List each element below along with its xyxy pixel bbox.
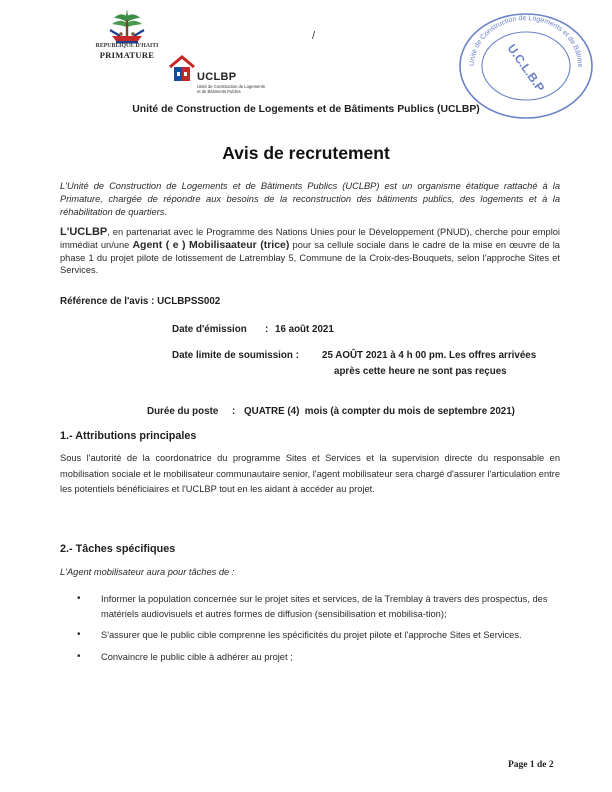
deadline-value-2: après cette heure ne sont pas reçues [334, 366, 507, 377]
section-2-title: 2.- Tâches spécifiques [60, 543, 176, 555]
bullet-dot-icon: • [77, 593, 81, 604]
partner-role: Agent ( e ) Mobilisaateur (trice) [132, 238, 290, 251]
pen-mark: / [312, 30, 316, 42]
tasks-list [77, 592, 561, 671]
list-item [77, 628, 561, 643]
emission-label: Date d'émission [172, 324, 247, 335]
duration-value: QUATRE (4) mois (à compter du mois de septembre 2021) [244, 406, 515, 417]
uclbp-house-logo-icon [168, 54, 196, 84]
bullet-dot-icon: • [77, 629, 81, 640]
partner-paragraph [60, 226, 560, 277]
uclbp-logo-name: UCLBP [197, 71, 237, 83]
haiti-coat-of-arms-icon [104, 6, 150, 46]
emission-value: 16 août 2021 [275, 324, 334, 335]
stamp-ring-text: Unité de Construction de Logements et de Bâtime [468, 14, 584, 68]
task-text: S'assurer que le public cible comprenne les spécificités du projet pilote et l'approche Sites et Services. [101, 630, 522, 640]
reference-line: Référence de l'avis : UCLBPSS002 [60, 296, 221, 307]
page-number: Page 1 de 2 [508, 760, 554, 770]
deadline-label: Date limite de soumission : [172, 350, 299, 361]
logo-sub-line-1: Unité de Construction de Logements [197, 84, 265, 89]
bullet-dot-icon: • [77, 650, 81, 662]
section-1-body: Sous l'autorité de la coordonatrice du programme Sites et Services et la supervision directe du responsable en mobilisation sociale et le mobilisateur communautaire senior, l'agent mobilisateur sera chargé d'assurer l'articulation entre les potentiels bénéficiaires et l'UCLBP tout en les aidant à accéder au projet. [60, 453, 560, 494]
duration-sep: : [232, 406, 236, 417]
emission-sep: : [265, 324, 269, 335]
republic-label: REPUBLIQUE D'HAITI [95, 43, 159, 49]
task-text: Convaincre le public cible à adhérer au projet ; [101, 651, 293, 662]
partner-text-2: pour sa cellule sociale dans le cadre de la mise en œuvre de la phase 1 du projet pilote de lotissement de Latremblay 5, Commune de la Croix-des-Bouquets, selon l'approche Sites et Services. [60, 239, 560, 276]
org-line: Unité de Construction de Logements et de Bâtiments Publics (UCLBP) [132, 104, 480, 115]
stamp-inner-text: U.C.L.B.P [504, 41, 548, 95]
deadline-value-1: 25 AOÛT 2021 à 4 h 00 pm. Les offres arrivées [322, 350, 537, 361]
intro-paragraph: L'Unité de Construction de Logements et de Bâtiments Publics (UCLBP) est un organisme étatique rattaché à la Primature, chargée de répondre aux besoins de la reconstruction des bâtiments publics, des logements et à la réhabilitation de quartiers. [60, 181, 560, 217]
logo-sub-line-2: et de Bâtiments Publics [197, 89, 241, 94]
duration-label: Durée du poste [147, 406, 219, 417]
uclbp-logo-subtitle [197, 84, 265, 94]
task-text: Informer la population concernée sur le projet sites et services, de la Tremblay à travers des prospectus, des matériels audiovisuels et autres formes de diffusion (sensibilisation et mobilisa-tion); [101, 594, 548, 619]
partner-lead: L'UCLBP [60, 226, 108, 238]
section-2-intro: L'Agent mobilisateur aura pour tâches de : [60, 567, 235, 577]
page-title: Avis de recrutement [222, 143, 390, 163]
partner-text-1: , en partenariat avec le Programme des Nations Unies pour le Développement (PNUD), cherche pour emploi immédiat un/une [60, 227, 560, 250]
primature-label: PRIMATURE [99, 50, 155, 60]
section-1-title: 1.- Attributions principales [60, 430, 197, 442]
list-item [77, 592, 561, 621]
list-item [77, 650, 561, 665]
